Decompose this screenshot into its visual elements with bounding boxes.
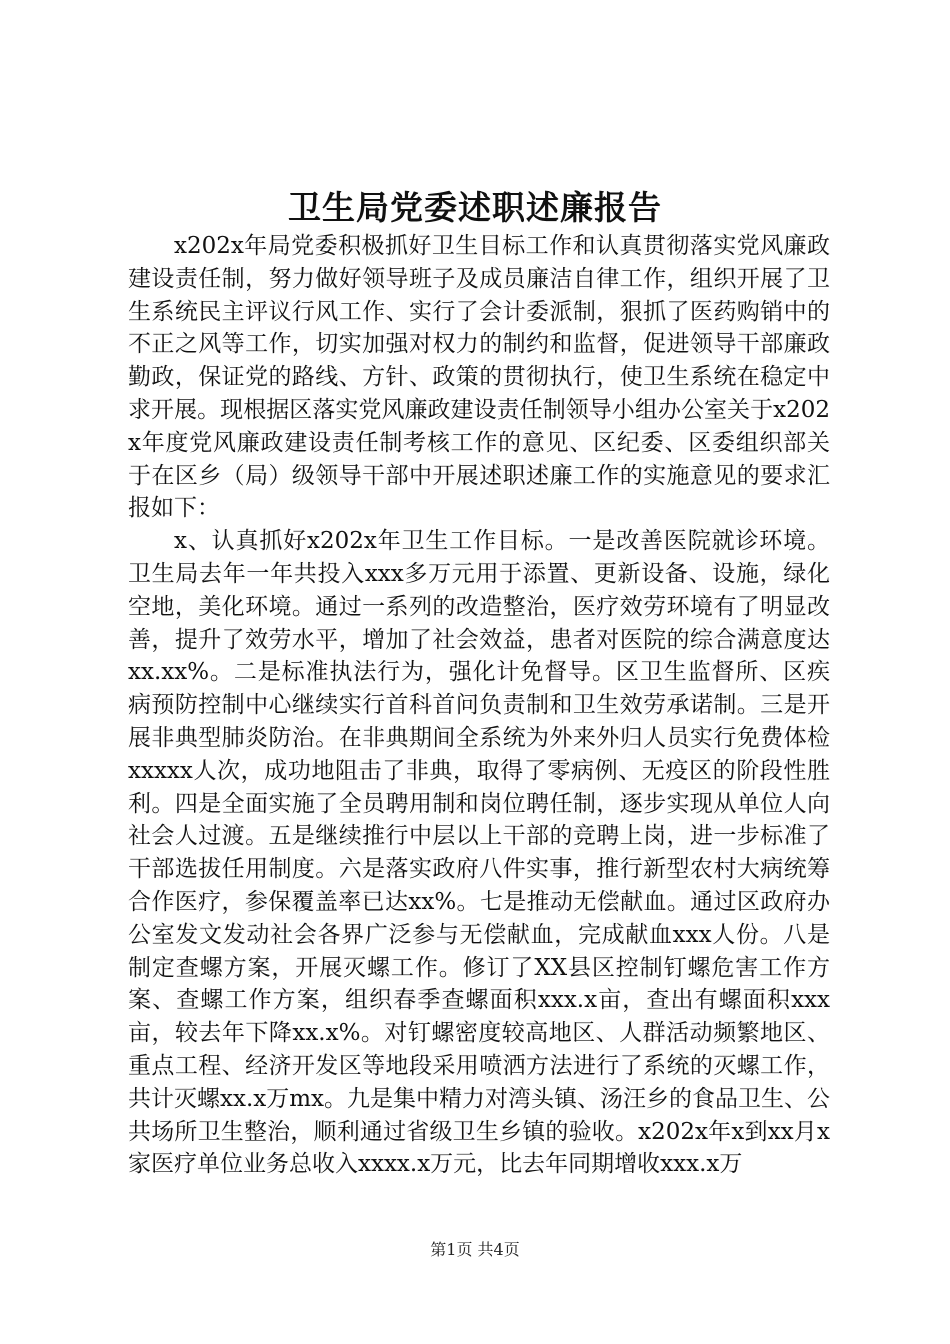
document-title: 卫生局党委述职述廉报告 <box>288 188 662 227</box>
paragraph-work-goals: x、认真抓好x202x年卫生工作目标。一是改善医院就诊环境。卫生局去年一年共投入xxx多万元用于添置、更新设备、设施，绿化空地，美化环境。通过一系列的改造整治，医疗效劳环境有了明显改善，提升了效劳水平，增加了社会效益，患者对医院的综合满意度达xx.xx%。二是标准执法行为，强化计免督导。区卫生监督所、区疾病预防控制中心继续实行首科首问负责制和卫生效劳承诺制。三是开展非典型肺炎防治。在非典期间全系统为外来外归人员实行免费体检xxxxx人次，成功地阻击了非典，取得了零病例、无疫区的阶段性胜利。四是全面实施了全员聘用制和岗位聘任制，逐步实现从单位人向社会人过渡。五是继续推行中层以上干部的竞聘上岗，进一步标准了干部选拔任用制度。六是落实政府八件实事，推行新型农村大病统筹合作医疗，参保覆盖率已达xx%。七是推动无偿献血。通过区政府办公室发文发动社会各界广泛参与无偿献血，完成献血xxx人份。八是制定查螺方案，开展灭螺工作。修订了XX县区控制钉螺危害工作方案、查螺工作方案，组织春季查螺面积xxx.x亩，查出有螺面积xxx亩，较去年下降xx.x%。对钉螺密度较高地区、人群活动频繁地区、重点工程、经济开发区等地段采用喷洒方法进行了系统的灭螺工作，共计灭螺xx.x万mx。九是集中精力对湾头镇、汤汪乡的食品卫生、公共场所卫生整治，顺利通过省级卫生乡镇的验收。x202x年x到xx月x家医疗单位业务总收入xxxx.x万元，比去年同期增收xxx.x万 <box>128 528 831 1178</box>
paragraph-intro: x202x年局党委积极抓好卫生目标工作和认真贯彻落实党风廉政建设责任制，努力做好领导班子及成员廉洁自律工作，组织开展了卫生系统民主评议行风工作、实行了会计委派制，狠抓了医药购销中的不正之风等工作，切实加强对权力的制约和监督，促进领导干部廉政勤政，保证党的路线、方针、政策的贯彻执行，使卫生系统在稳定中求开展。现根据区落实党风廉政建设责任制领导小组办公室关于x202x年度党风廉政建设责任制考核工作的意见、区纪委、区委组织部关于在区乡（局）级领导干部中开展述职述廉工作的实施意见的要求汇报如下： <box>128 233 830 522</box>
document-body <box>128 230 830 1181</box>
page-number-footer: 第1页 共4页 <box>430 1240 520 1259</box>
